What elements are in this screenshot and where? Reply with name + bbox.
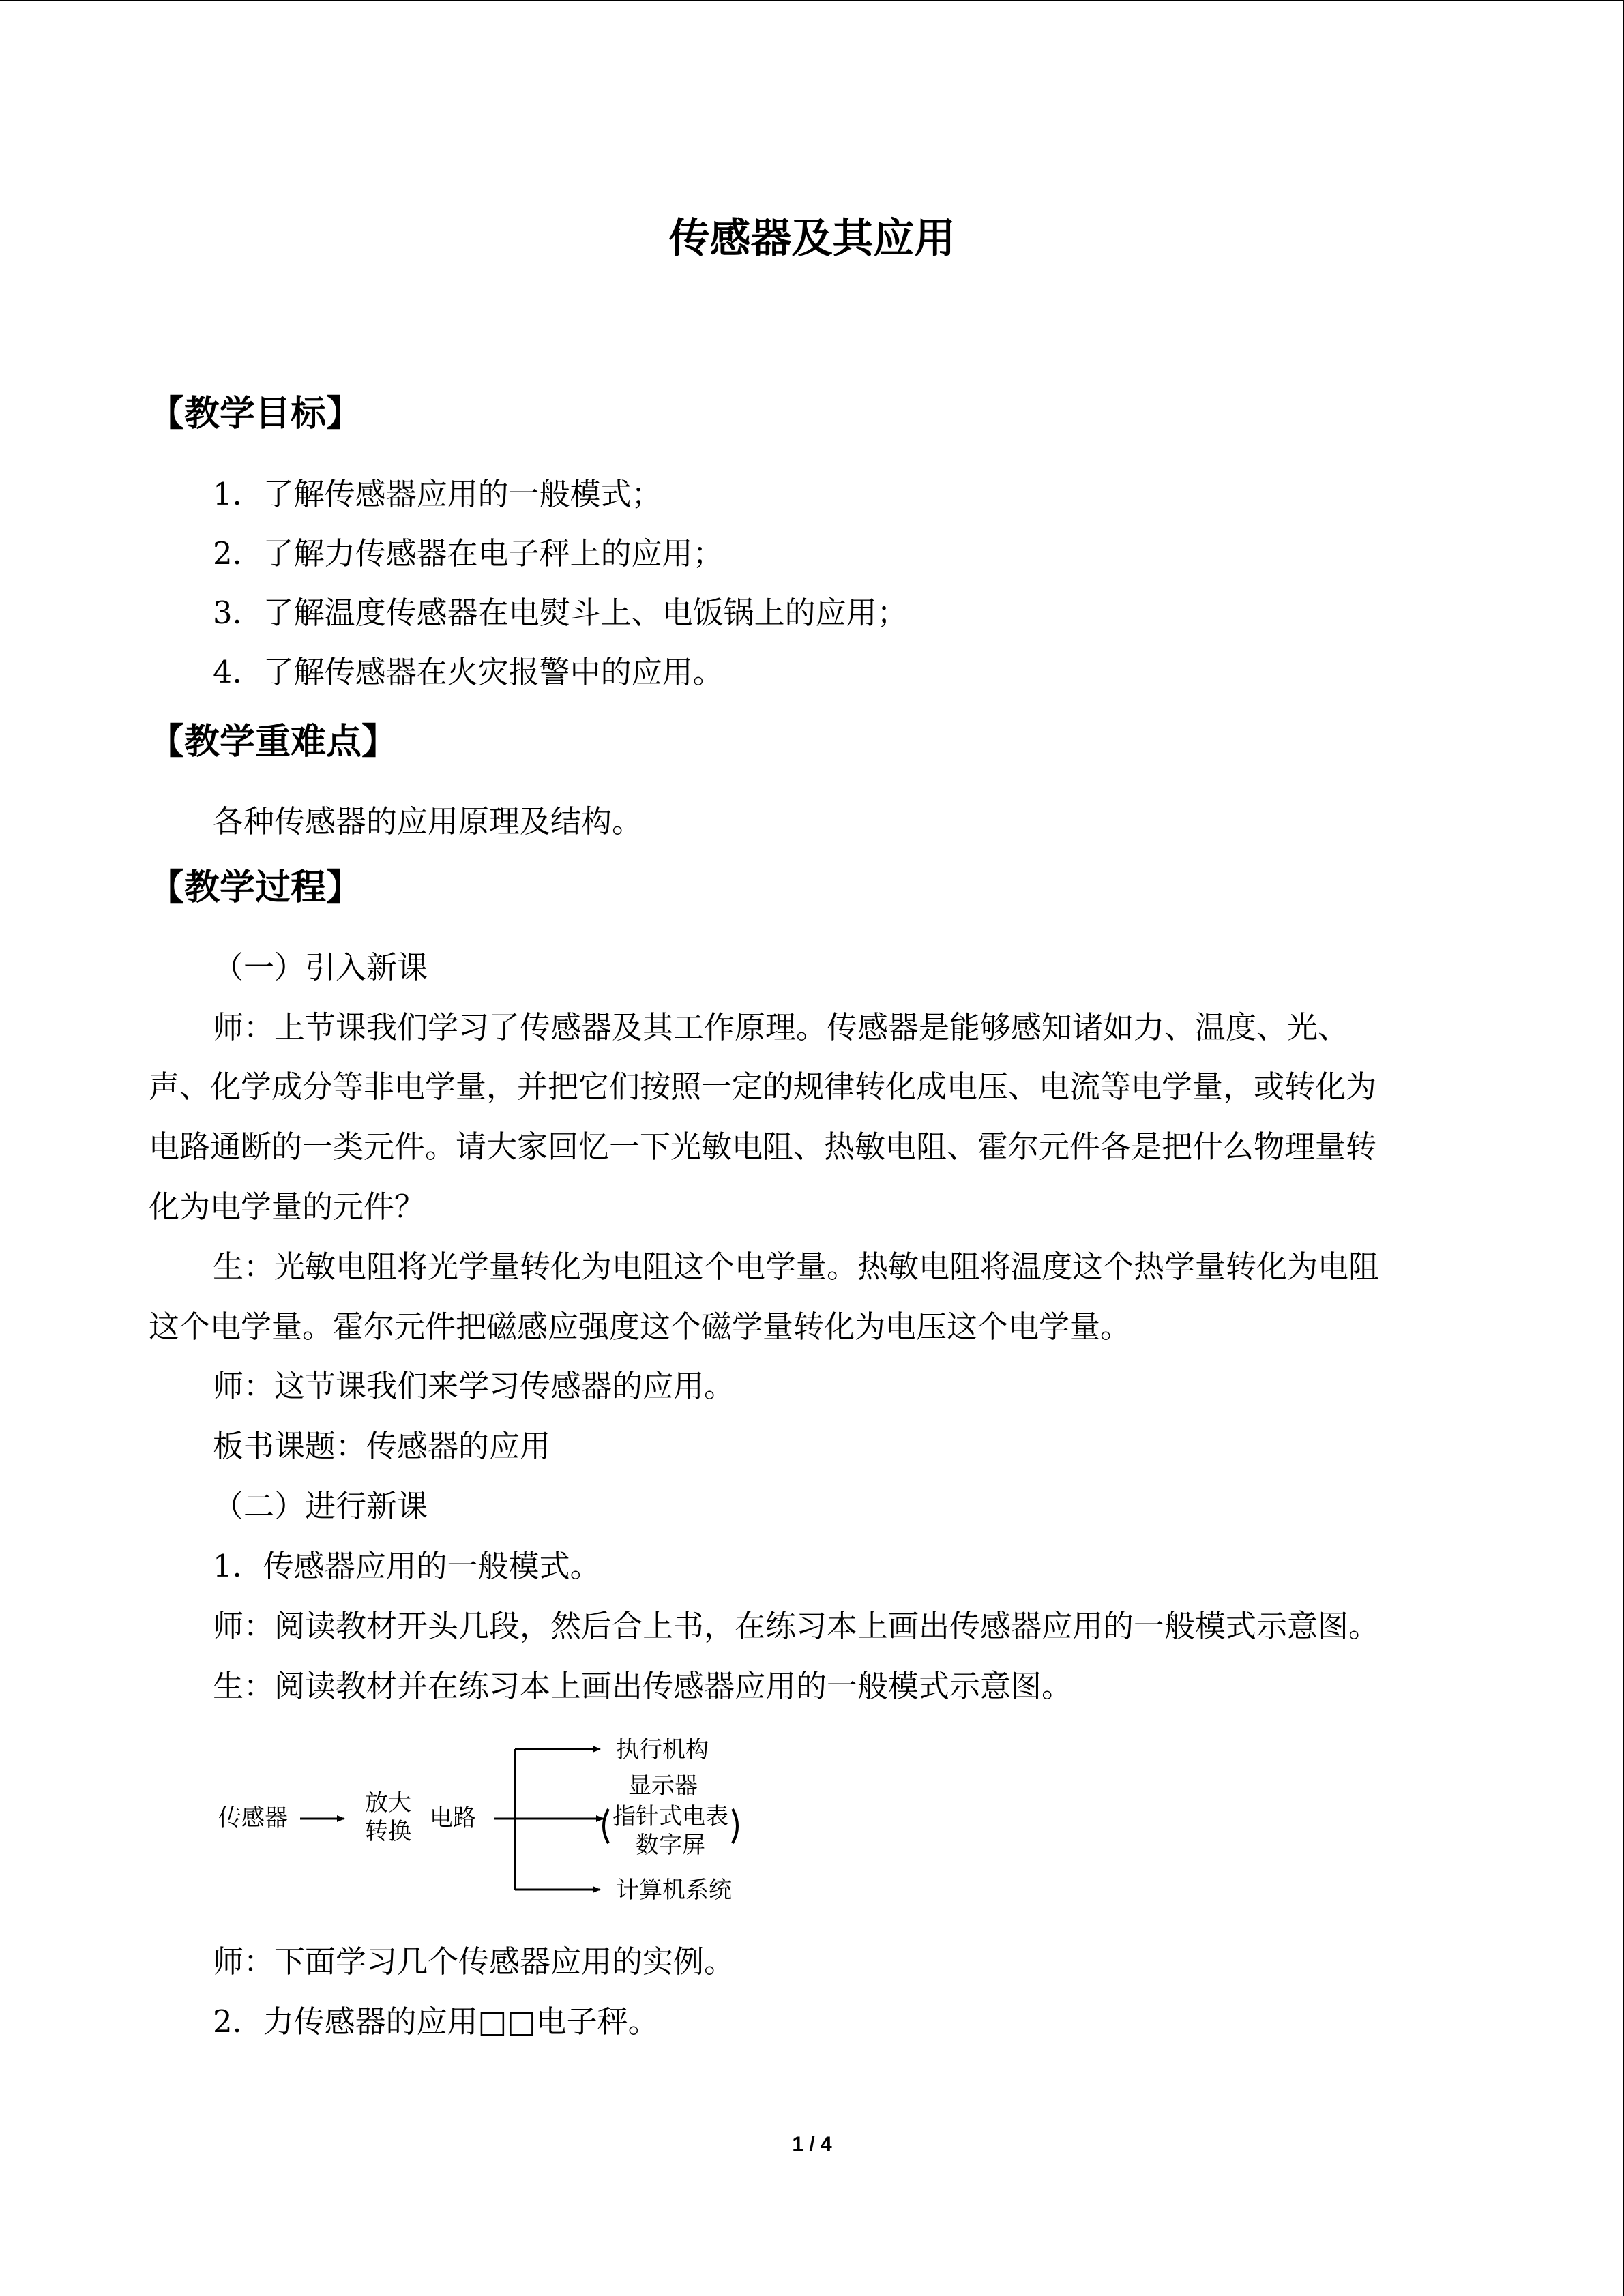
paragraph-line: 师：阅读教材开头几段，然后合上书，在练习本上画出传感器应用的一般模式示意图。 (213, 1608, 1380, 1644)
objective-item-3: 3．了解温度传感器在电熨斗上、电饭锅上的应用； (213, 595, 908, 631)
diagram-computer: 计算机系统 (616, 1877, 732, 1904)
diagram-convert: 转换 (365, 1818, 411, 1845)
diagram-meter: 指针式电表 (612, 1803, 728, 1830)
objective-item-1: 1．了解传感器应用的一般模式； (213, 476, 662, 512)
paragraph-line: 师：上节课我们学习了传感器及其工作原理。传感器是能够感知诸如力、温度、光、 (213, 1009, 1349, 1045)
paragraph-line: 师：这节课我们来学习传感器的应用。 (213, 1368, 735, 1404)
key-points-text: 各种传感器的应用原理及结构。 (213, 803, 643, 839)
part1-title: （一）引入新课 (213, 949, 428, 985)
paragraph-line: 师：下面学习几个传感器应用的实例。 (213, 1943, 735, 1980)
diagram-sensor: 传感器 (218, 1804, 288, 1832)
diagram-amplify: 放大 (365, 1789, 411, 1817)
diagram-display: 显示器 (628, 1772, 698, 1800)
paragraph-line: 1．传感器应用的一般模式。 (213, 1548, 601, 1584)
paragraph-line: 这个电学量。霍尔元件把磁感应强度这个磁学量转化为电压这个电学量。 (149, 1309, 1132, 1345)
heading-process: 【教学过程】 (149, 867, 362, 908)
objective-item-4: 4．了解传感器在火灾报警中的应用。 (213, 654, 724, 690)
page-number: 1 / 4 (792, 2133, 832, 2156)
heading-objectives: 【教学目标】 (149, 393, 362, 434)
heading-key-points: 【教学重难点】 (149, 721, 398, 762)
paragraph-line: 板书课题：传感器的应用 (213, 1428, 551, 1464)
objective-item-2: 2．了解力传感器在电子秤上的应用； (213, 535, 724, 571)
diagram-screen: 数字屏 (636, 1832, 705, 1859)
diagram-left-paren (604, 1809, 608, 1843)
paragraph-line: 声、化学成分等非电学量，并把它们按照一定的规律转化成电压、电流等电学量，或转化为 (149, 1069, 1377, 1105)
sensor-application-diagram (205, 1729, 818, 1913)
part2-title: （二）进行新课 (213, 1488, 428, 1524)
paragraph-line: 生：光敏电阻将光学量转化为电阻这个电学量。热敏电阻将温度这个热学量转化为电阻 (213, 1249, 1380, 1285)
paragraph-line: 电路通断的一类元件。请大家回忆一下光敏电阻、热敏电阻、霍尔元件各是把什么物理量转 (149, 1129, 1377, 1165)
diagram-circuit: 电路 (430, 1804, 476, 1832)
paragraph-line: 化为电学量的元件？ (149, 1189, 426, 1225)
paragraph-line: 2．力传感器的应用□□电子秤。 (213, 2003, 659, 2040)
diagram-right-paren (733, 1809, 737, 1843)
page-title: 传感器及其应用 (668, 215, 956, 263)
paragraph-line: 生：阅读教材并在练习本上画出传感器应用的一般模式示意图。 (213, 1668, 1073, 1704)
diagram-actuator: 执行机构 (616, 1736, 709, 1763)
